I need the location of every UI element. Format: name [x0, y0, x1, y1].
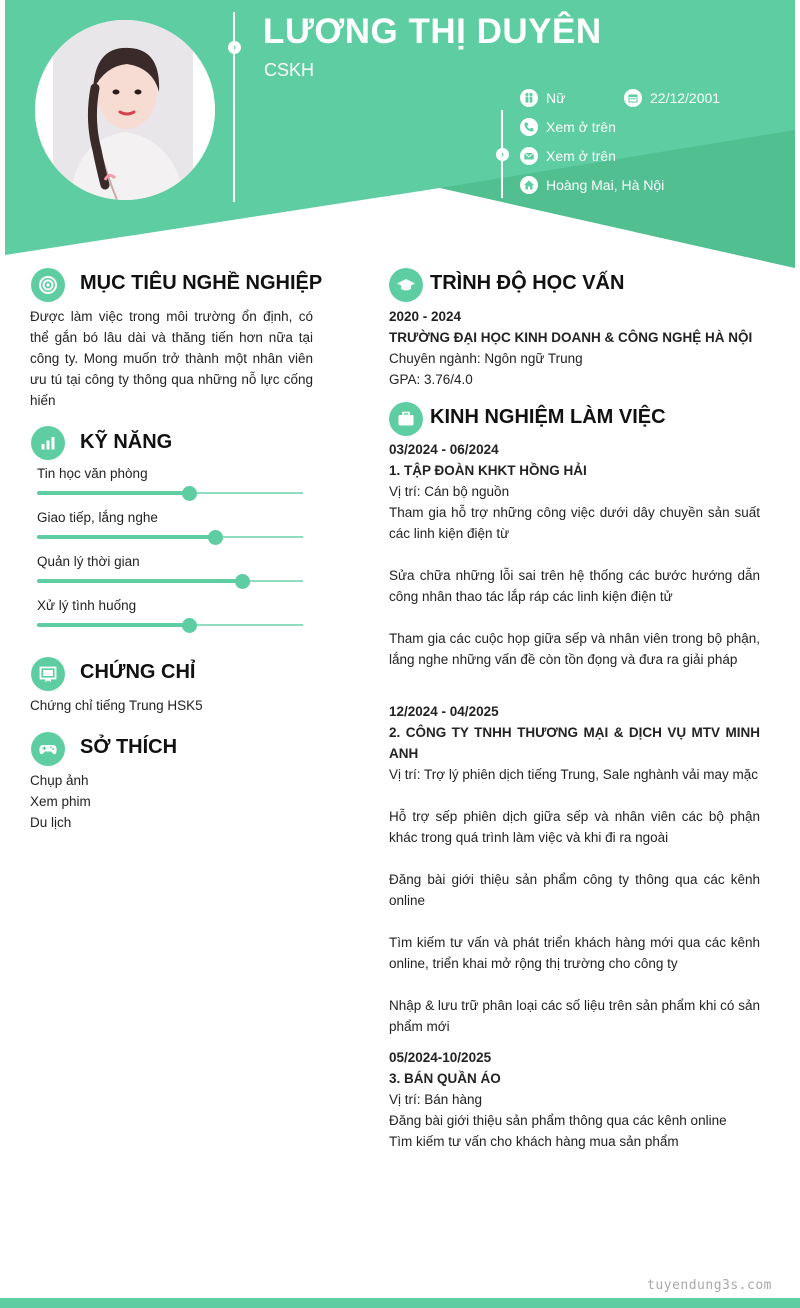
job-role: Vị trí: Bán hàng — [389, 1092, 483, 1107]
phone-icon — [520, 118, 538, 136]
phone-value: Xem ở trên — [546, 119, 616, 135]
job-period: 12/2024 - 04/2025 — [389, 704, 499, 719]
job-role: Vị trí: Trợ lý phiên dịch tiếng Trung, Sale nghành vải may mặc — [389, 767, 759, 782]
job-description: Nhập & lưu trữ phân loại các số liệu trên sản phẩm khi có sản phẩm mới — [389, 998, 760, 1034]
hobby-item: Chụp ảnh — [30, 773, 89, 788]
skill-bar-knob — [182, 486, 197, 501]
address-value: Hoàng Mai, Hà Nội — [546, 177, 665, 193]
skills-title: KỸ NĂNG — [80, 431, 173, 453]
job-description: Đăng bài giới thiệu sản phẩm công ty thông qua các kênh online — [389, 872, 760, 908]
job-description: Tham gia hỗ trợ những công việc dưới dây chuyền sản suất các linh kiện điện từ — [389, 505, 760, 541]
skill-label: Quản lý thời gian — [37, 554, 140, 569]
hobby-item: Du lịch — [30, 815, 72, 830]
gender-value: Nữ — [546, 90, 566, 106]
mail-icon — [520, 147, 538, 165]
experience-title: KINH NGHIỆM LÀM VIỆC — [430, 406, 666, 428]
skill-label: Xử lý tình huống — [37, 598, 137, 613]
job-description: Tìm kiếm tư vấn cho khách hàng mua sản phẩm — [389, 1134, 679, 1149]
address-info — [520, 176, 664, 194]
skill-bar — [37, 624, 303, 626]
candidate-name: LƯƠNG THỊ DUYÊN — [263, 12, 602, 51]
watermark: tuyendung3s.com — [647, 1278, 772, 1293]
skill-bar-fill — [37, 579, 242, 583]
hobbies-title: SỞ THÍCH — [80, 736, 178, 758]
education-title: TRÌNH ĐỘ HỌC VẤN — [430, 272, 625, 294]
job-description: Hỗ trợ sếp phiên dịch giữa sếp và nhân viên các bộ phận khác trong quá trình làm việc và khi đi ra ngoài — [389, 809, 760, 845]
education-gpa: GPA: 3.76/4.0 — [389, 372, 473, 387]
calendar-icon — [624, 89, 642, 107]
candidate-position: CSKH — [264, 60, 315, 80]
job-period: 05/2024-10/2025 — [389, 1050, 492, 1065]
certificate-item: Chứng chỉ tiếng Trung HSK5 — [30, 698, 203, 713]
skill-bar-fill — [37, 535, 215, 539]
education-school: TRƯỜNG ĐẠI HỌC KINH DOANH & CÔNG NGHỆ HÀ NỘI — [389, 330, 753, 345]
skill-label: Tin học văn phòng — [37, 466, 148, 481]
certificate-icon — [31, 657, 65, 691]
job-role: Vị trí: Cán bộ nguồn — [389, 484, 510, 499]
home-icon — [520, 176, 538, 194]
objective-title: MỤC TIÊU NGHỀ NGHIỆP — [80, 272, 323, 294]
chevron-right-icon: › — [228, 41, 241, 54]
education-major: Chuyên ngành: Ngôn ngữ Trung — [389, 351, 583, 366]
chevron-right-icon: › — [496, 148, 509, 161]
gamepad-icon — [31, 732, 65, 766]
job-company: 3. BÁN QUẦN ÁO — [389, 1071, 501, 1086]
job-description: Sửa chữa những lỗi sai trên hệ thống các bước hướng dẫn công nhân thao tác lắp ráp các linh kiện điện tử — [389, 568, 760, 604]
skill-bar — [37, 536, 303, 538]
skill-bar-fill — [37, 491, 189, 495]
job-description: Tham gia các cuộc họp giữa sếp và nhân viên trong bộ phận, lắng nghe những vấn đề còn tồn đọng và đưa ra giải pháp — [389, 631, 760, 667]
skill-bar-knob — [182, 618, 197, 633]
target-icon — [31, 268, 65, 302]
skill-bar — [37, 492, 303, 494]
certificates-title: CHỨNG CHỈ — [80, 661, 196, 683]
hobby-item: Xem phim — [30, 794, 91, 809]
birthday-value: 22/12/2001 — [650, 90, 721, 106]
job-period: 03/2024 - 06/2024 — [389, 442, 499, 457]
skill-label: Giao tiếp, lắng nghe — [37, 510, 158, 525]
gender-icon — [520, 89, 538, 107]
job-description: Đăng bài giới thiệu sản phẩm thông qua các kênh online — [389, 1113, 727, 1128]
graduation-cap-icon — [389, 268, 423, 302]
job-description: Tìm kiếm tư vấn và phát triển khách hàng mới qua các kênh online, triển khai mở rộng thị trường cho công ty — [389, 935, 760, 971]
skill-bar-fill — [37, 623, 189, 627]
avatar — [35, 20, 215, 200]
education-period: 2020 - 2024 — [389, 309, 462, 324]
job-company: 2. CÔNG TY TNHH THƯƠNG MẠI & DỊCH VỤ MTV MINH ANH — [389, 725, 760, 761]
briefcase-icon — [389, 402, 423, 436]
skill-bar — [37, 580, 303, 582]
objective-text: Được làm việc trong môi trường ổn định, có thể gắn bó lâu dài và thăng tiến hơn nữa tại công ty. Mong muốn trở thành một nhân viên ưu tú tại công ty thông qua những nỗ lực cống hiến — [30, 309, 313, 408]
phone-info — [520, 118, 616, 136]
email-value: Xem ở trên — [546, 148, 616, 164]
gender-info — [520, 89, 565, 107]
footer-bar — [0, 1298, 800, 1308]
job-company: 1. TẬP ĐOÀN KHKT HỒNG HẢI — [389, 463, 587, 478]
email-info — [520, 147, 616, 165]
skill-bar-knob — [235, 574, 250, 589]
bar-chart-icon — [31, 426, 65, 460]
skill-bar-knob — [208, 530, 223, 545]
birthday-info — [624, 89, 720, 107]
